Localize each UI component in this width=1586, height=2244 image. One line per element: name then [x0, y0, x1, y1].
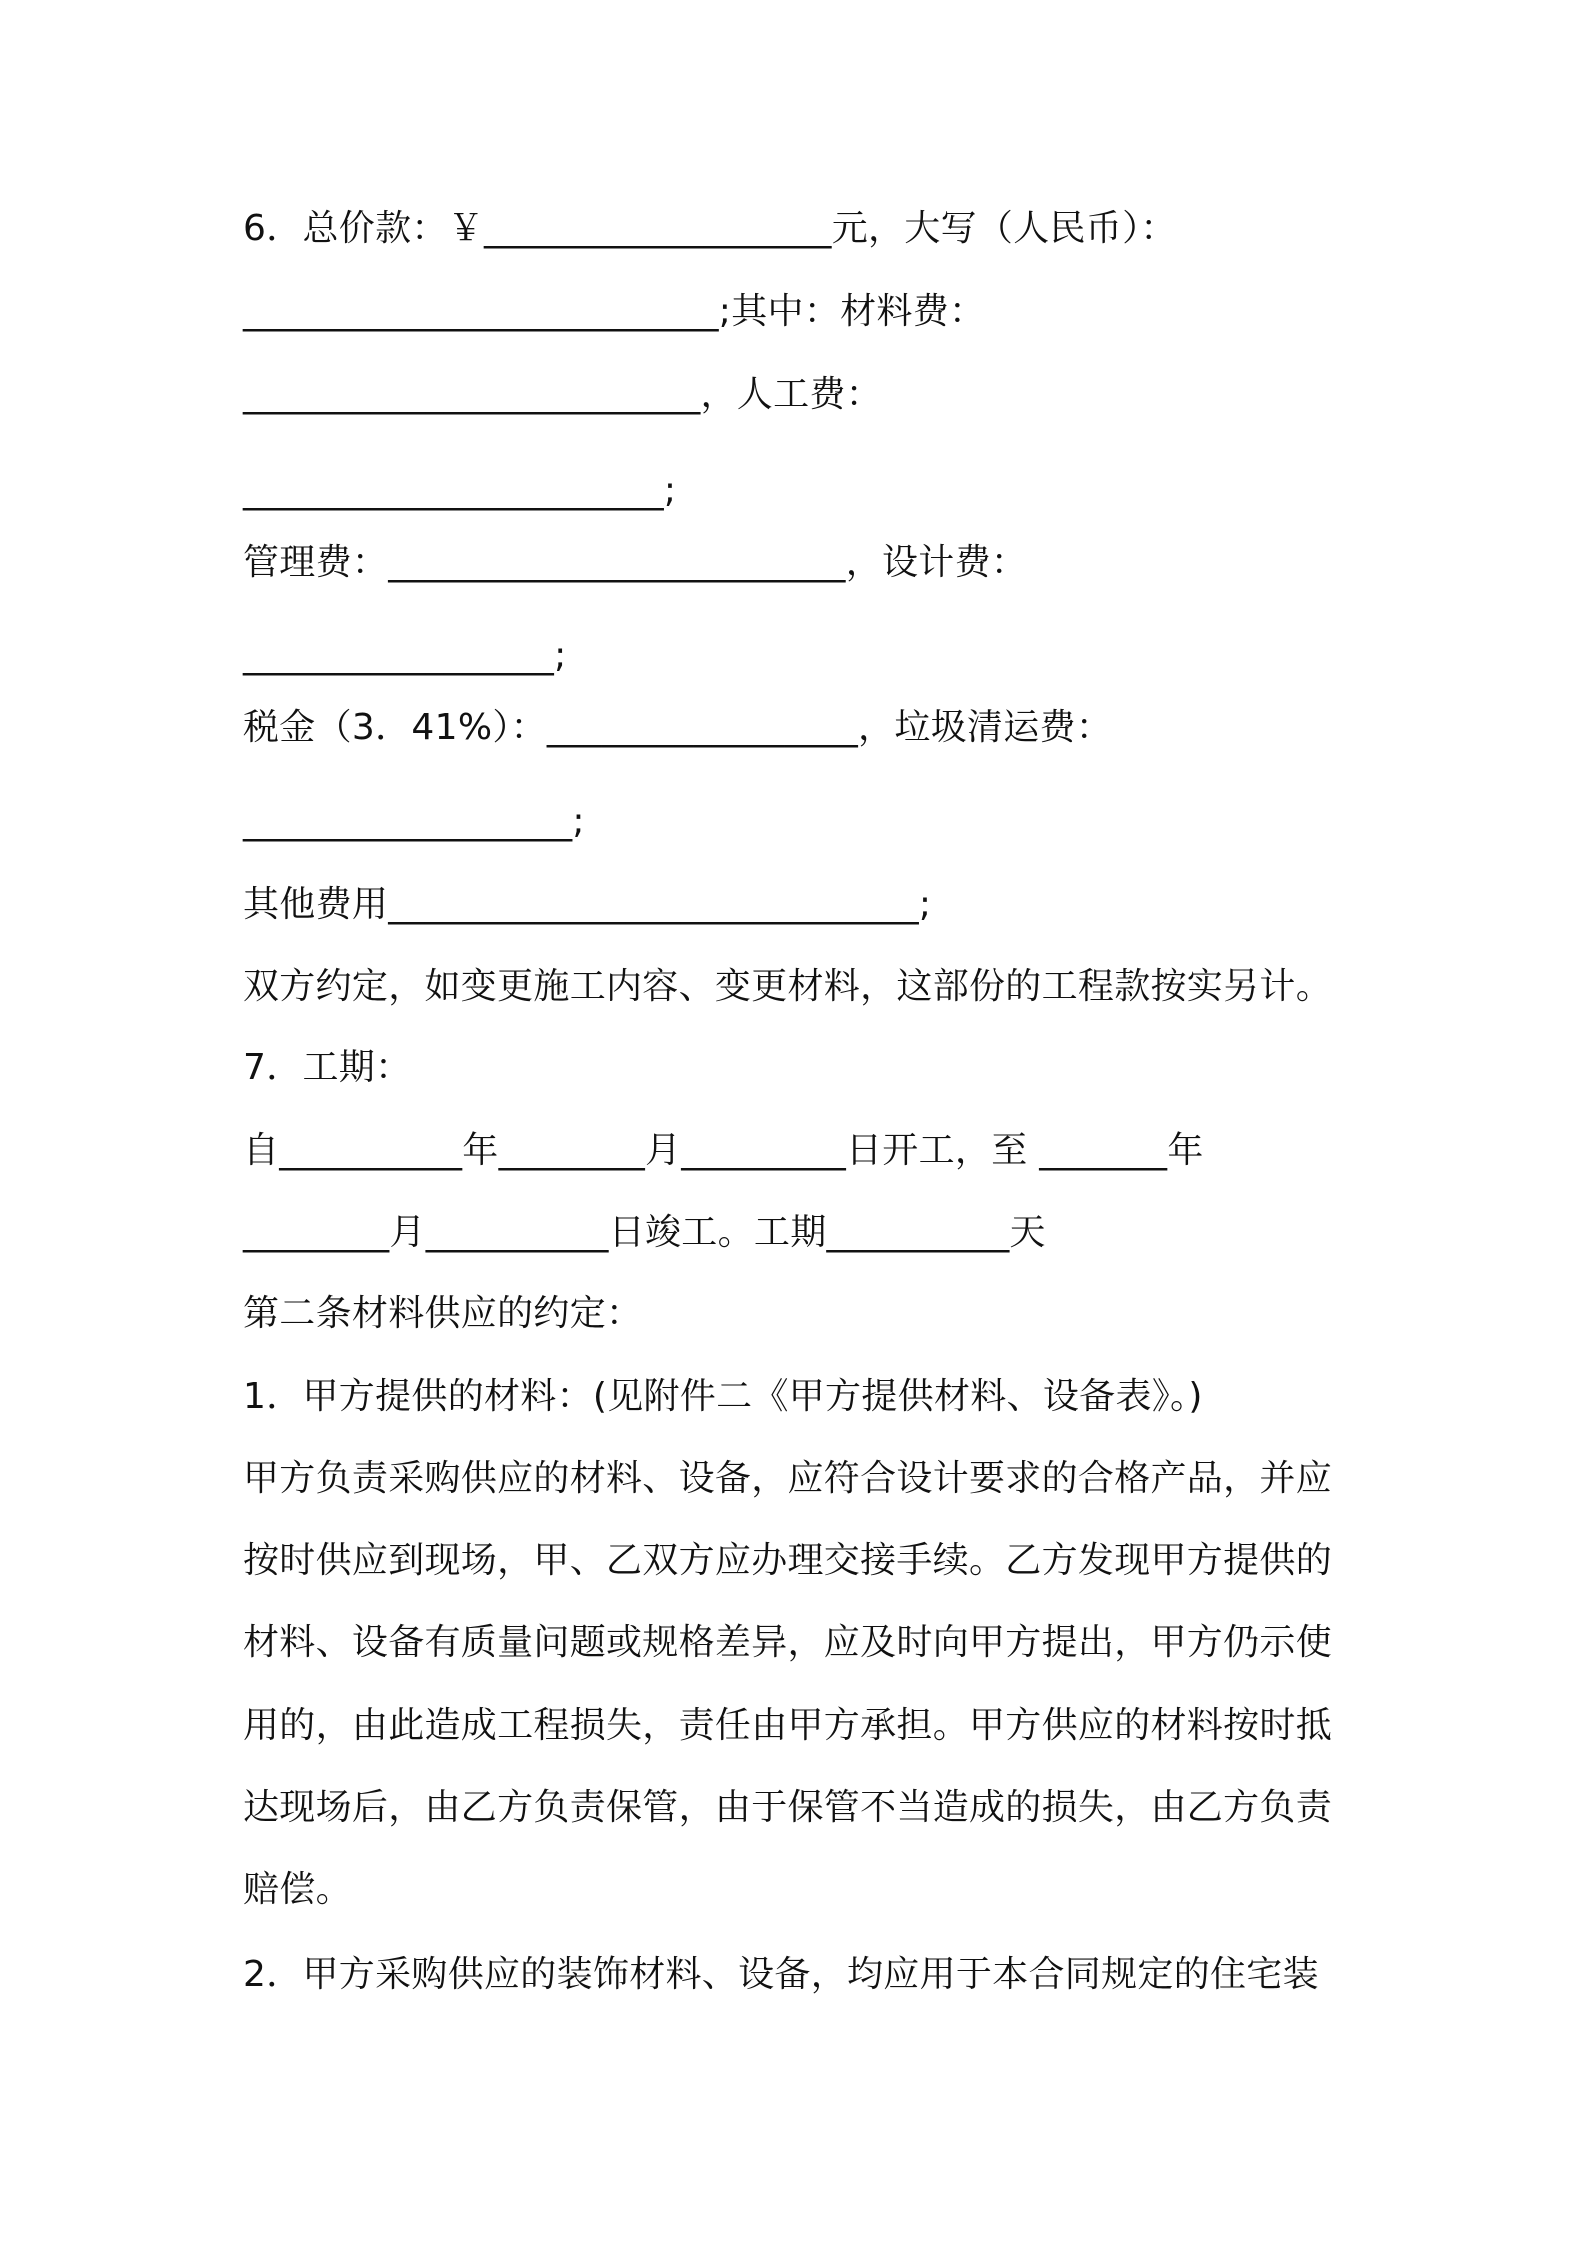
line-management-fee: 管理费：_________________________，设计费： — [243, 542, 1028, 583]
line-other-fees: 其他费用_____________________________; — [243, 884, 932, 925]
line-start-date: 自__________年________月_________日开工，至 _______年 — [243, 1130, 1204, 1171]
line-total-price: 6．总价款：￥___________________元，大写（人民币）： — [243, 208, 1177, 249]
paragraph-line: 甲方负责采购供应的材料、设备，应符合设计要求的合格产品，并应 — [243, 1458, 1333, 1499]
paragraph-line: 按时供应到现场，甲、乙双方应办理交接手续。乙方发现甲方提供的 — [243, 1540, 1333, 1581]
line-labor-fee: _________________________，人工费： — [243, 374, 882, 415]
paragraph-line: 达现场后，由乙方负责保管，由于保管不当造成的损失，由乙方负责 — [243, 1787, 1333, 1828]
line-tax: 税金（3．41%）：_________________，垃圾清运费： — [243, 707, 1113, 748]
line-material-fee: __________________________;其中：材料费： — [243, 291, 986, 332]
line-item-2: 2．甲方采购供应的装饰材料、设备，均应用于本合同规定的住宅装 — [243, 1954, 1319, 1995]
line-completion-date: ________月__________日竣工。工期__________天 — [243, 1212, 1046, 1253]
paragraph-line: 材料、设备有质量问题或规格差异，应及时向甲方提出，甲方仍示使 — [243, 1622, 1333, 1663]
line-labor-fee-blank: _______________________; — [243, 470, 677, 511]
article-two-heading: 第二条材料供应的约定： — [243, 1293, 643, 1334]
line-design-fee-blank: _________________; — [243, 635, 567, 676]
paragraph-line: 用的，由此造成工程损失，责任由甲方承担。甲方供应的材料按时抵 — [243, 1705, 1333, 1746]
paragraph-line: 赔偿。 — [243, 1869, 352, 1910]
line-garbage-fee-blank: __________________; — [243, 801, 585, 842]
line-duration-heading: 7．工期： — [243, 1047, 412, 1088]
line-change-agreement: 双方约定，如变更施工内容、变更材料，这部份的工程款按实另计。 — [243, 966, 1333, 1007]
line-item-1: 1．甲方提供的材料：(见附件二《甲方提供材料、设备表》。) — [243, 1376, 1203, 1417]
